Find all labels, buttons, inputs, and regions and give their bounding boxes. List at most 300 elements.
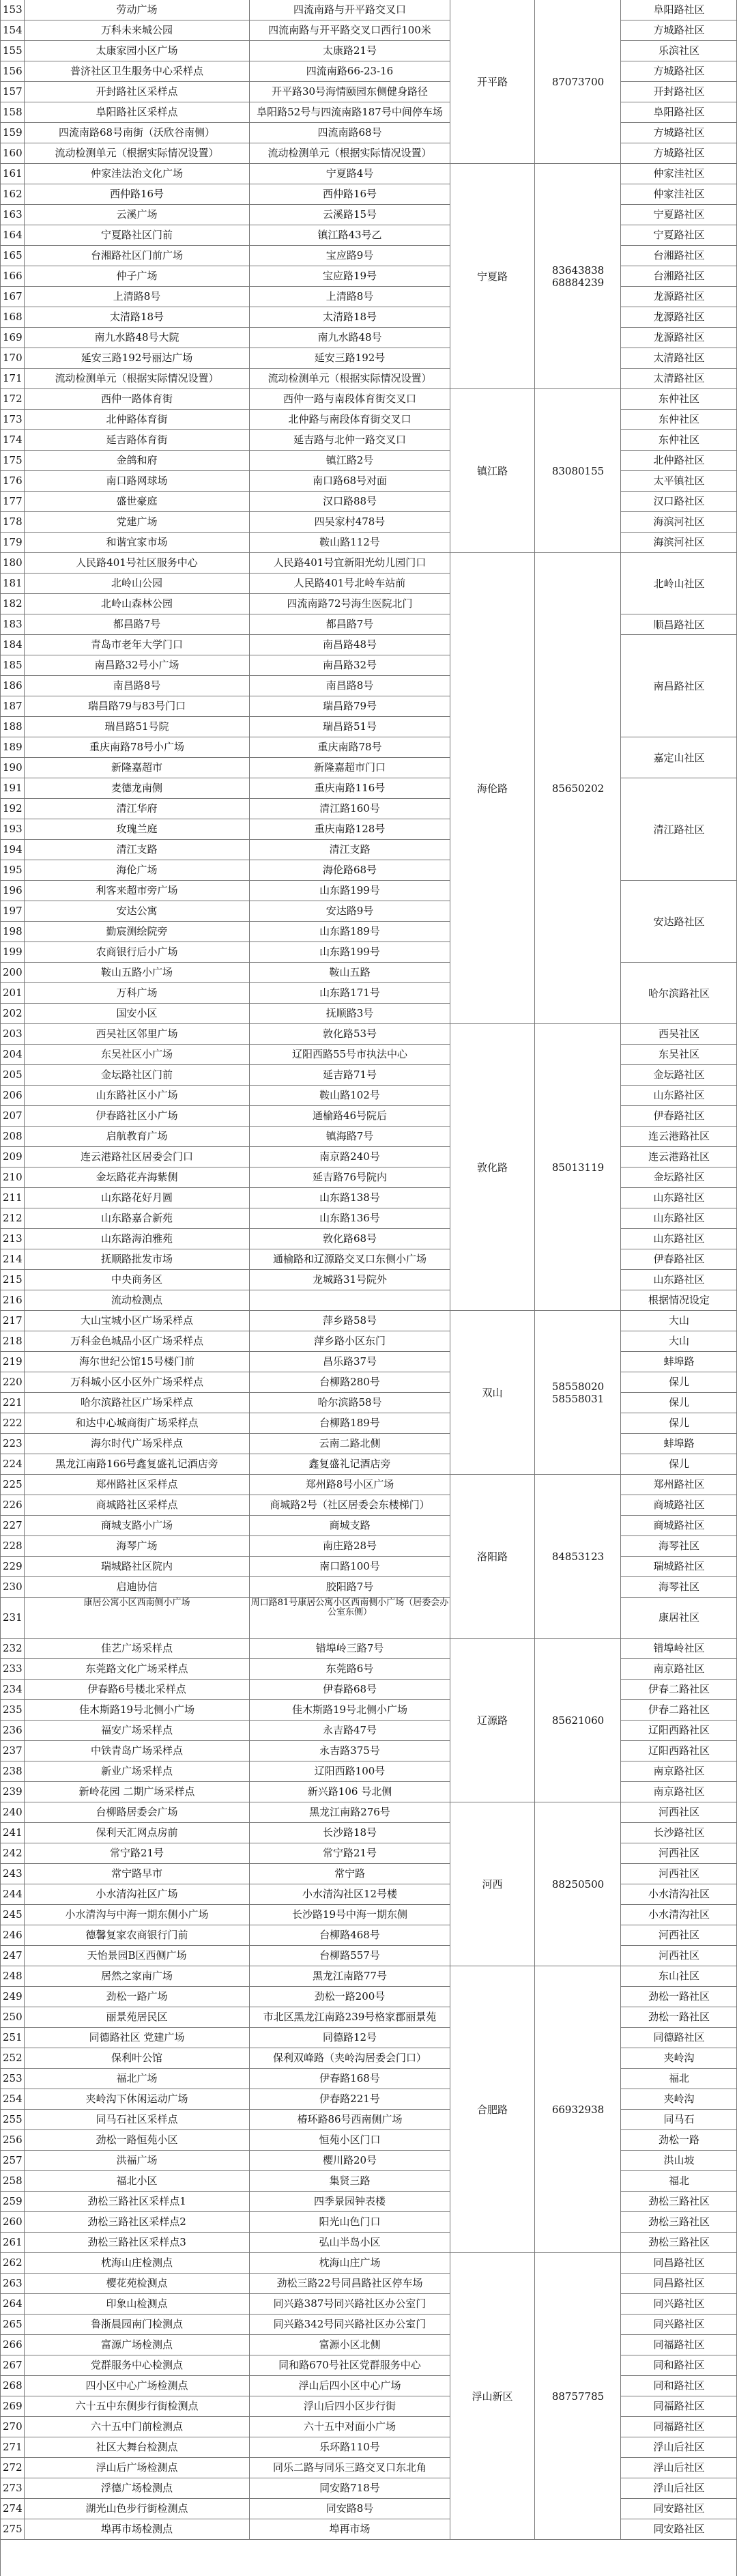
- row-number: 194: [0, 840, 25, 860]
- row-number: 267: [0, 2355, 25, 2375]
- table-row: [0, 1106, 737, 1127]
- row-number: 240: [0, 1802, 25, 1822]
- community-name: 南京路社区: [653, 1785, 705, 1798]
- site-name: 小水清沟社区广场: [25, 1884, 250, 1904]
- row-number: 244: [0, 1884, 25, 1904]
- site-address: 永吉路47号: [250, 1721, 450, 1740]
- site-address: 新隆嘉超市门口: [250, 758, 450, 778]
- table-row: [0, 2417, 737, 2437]
- site-address: 镇江路2号: [250, 451, 450, 470]
- site-address: 台柳路468号: [250, 1925, 450, 1945]
- row-number: 184: [0, 635, 25, 655]
- site-name: 海尔世纪公馆15号楼门前: [25, 1352, 250, 1372]
- community-name: 洪山坡: [663, 2154, 695, 2166]
- community-name: 同福路社区: [653, 2420, 705, 2433]
- table-row: [0, 246, 737, 266]
- row-number: 155: [0, 41, 25, 61]
- site-address: 集贤三路: [250, 2171, 450, 2191]
- site-name: 人民路401号社区服务中心: [25, 553, 250, 573]
- site-address: 山东路199号: [250, 942, 450, 962]
- row-number: 220: [0, 1372, 25, 1392]
- street-group: [450, 553, 621, 1024]
- community-name: 浮山后社区: [653, 2482, 705, 2494]
- row-number: 251: [0, 2028, 25, 2048]
- community-name: 连云港路社区: [648, 1150, 710, 1163]
- site-address: 南庄路28号: [250, 1536, 450, 1556]
- community-name: 浮山后社区: [653, 2461, 705, 2474]
- table-row: [0, 1946, 737, 1966]
- row-number: 257: [0, 2151, 25, 2170]
- table-row: [0, 471, 737, 492]
- community-name: 仲家洼社区: [653, 167, 705, 180]
- site-address: 开平路30号海情颐园东侧健身路径: [250, 82, 450, 102]
- table-row: [0, 2048, 737, 2069]
- row-number: 224: [0, 1454, 25, 1474]
- site-address: 云溪路15号: [250, 205, 450, 225]
- site-address: 延安三路192号: [250, 348, 450, 368]
- contact-phone: 87073700: [551, 75, 605, 88]
- site-address: 重庆南路116号: [250, 778, 450, 798]
- community-name: 山东路社区: [653, 1273, 705, 1286]
- site-address: 山东路136号: [250, 1208, 450, 1228]
- row-number: 226: [0, 1495, 25, 1515]
- site-address: 四流南路与开平路交叉口: [250, 0, 450, 20]
- row-number: 197: [0, 901, 25, 921]
- community-merged-cell: 顺昌路社区: [621, 614, 737, 635]
- street-name: 河西: [450, 1802, 535, 1966]
- site-address: 人民路401号北岭车站前: [250, 574, 450, 593]
- community-name: 同昌路社区: [653, 2256, 705, 2269]
- street-group: [450, 1966, 621, 2253]
- site-address: 鞍山路102号: [250, 1086, 450, 1105]
- community-name: 东吴社区: [658, 1048, 699, 1060]
- community-name: 劲松一路: [658, 2134, 699, 2146]
- row-number: 182: [0, 594, 25, 614]
- site-name: 金坛路花卉海紫侧: [25, 1167, 250, 1187]
- row-number: 189: [0, 737, 25, 757]
- site-name: 万科未来城公园: [25, 20, 250, 40]
- table-row: [0, 1045, 737, 1065]
- site-address: 周口路81号康居公寓小区西南侧小广场（居委会办公室东侧）: [250, 1598, 450, 1638]
- site-name: 海琴广场: [25, 1536, 250, 1556]
- row-number: 176: [0, 471, 25, 491]
- site-name: 山东路花好月圆: [25, 1188, 250, 1208]
- community-name: 汉口路社区: [653, 495, 705, 507]
- row-number: 206: [0, 1086, 25, 1105]
- community-name: 瑞城路社区: [653, 1560, 705, 1572]
- site-address: 市北区黑龙江南路239号格家郡丽景苑: [250, 2007, 450, 2027]
- community-name: 福北: [668, 2072, 689, 2084]
- row-number: 166: [0, 266, 25, 286]
- row-number: 246: [0, 1925, 25, 1945]
- community-name: 方城路社区: [653, 147, 705, 159]
- site-name: 同马石社区采样点: [25, 2110, 250, 2129]
- table-row: [0, 1516, 737, 1536]
- table-row: [0, 2519, 737, 2540]
- site-address: 四吴家村478号: [250, 512, 450, 532]
- site-address: 太康路21号: [250, 41, 450, 61]
- street-group: [450, 2253, 621, 2540]
- table-border: [0, 0, 1, 2576]
- site-address: 台柳路280号: [250, 1372, 450, 1392]
- site-name: 都昌路7号: [25, 614, 250, 634]
- table-row: [0, 328, 737, 348]
- site-name: 启迪协信: [25, 1577, 250, 1597]
- row-number: 156: [0, 61, 25, 81]
- table-row: [0, 61, 737, 82]
- site-name: 西吴社区邻里广场: [25, 1024, 250, 1044]
- site-address: 辽阳西路100号: [250, 1761, 450, 1781]
- site-name: 郑州路社区采样点: [25, 1475, 250, 1495]
- street-name: 敦化路: [450, 1024, 535, 1310]
- site-name: 伊春路社区小广场: [25, 1106, 250, 1126]
- row-number: 212: [0, 1208, 25, 1228]
- site-name: 万科金色城品小区广场采样点: [25, 1331, 250, 1351]
- table-row: [0, 123, 737, 143]
- site-name: 麦德龙南侧: [25, 778, 250, 798]
- site-name: 社区大舞台检测点: [25, 2437, 250, 2457]
- row-number: 181: [0, 574, 25, 593]
- street-name: 辽源路: [450, 1639, 535, 1802]
- site-name: 党群服务中心检测点: [25, 2355, 250, 2375]
- community-name: 太清路社区: [653, 372, 705, 384]
- row-number: 210: [0, 1167, 25, 1187]
- table-row: [0, 1925, 737, 1946]
- site-address: 椿环路86号西南侧广场: [250, 2110, 450, 2129]
- row-number: 225: [0, 1475, 25, 1495]
- row-number: 218: [0, 1331, 25, 1351]
- row-number: 266: [0, 2335, 25, 2355]
- table-row: [0, 1188, 737, 1208]
- community-name: 金坛路社区: [653, 1171, 705, 1183]
- community-name: 商城路社区: [653, 1499, 705, 1511]
- site-address: 四流南路72号海生医院北门: [250, 594, 450, 614]
- site-name: 商城支路小广场: [25, 1516, 250, 1535]
- row-number: 159: [0, 123, 25, 143]
- site-name: 南昌路8号: [25, 676, 250, 696]
- site-address: 都昌路7号: [250, 614, 450, 634]
- site-name: 玫瑰兰庭: [25, 819, 250, 839]
- table-row: [0, 1782, 737, 1802]
- site-name: 德馨复家农商银行门前: [25, 1925, 250, 1945]
- site-address: 宝应路9号: [250, 246, 450, 266]
- street-name: 开平路: [450, 0, 535, 163]
- table-row: [0, 1905, 737, 1925]
- site-address: 瑞昌路51号: [250, 717, 450, 737]
- contact-phone: 58558020 58558031: [551, 1380, 605, 1405]
- site-name: 鞍山五路小广场: [25, 963, 250, 982]
- site-address: 黑龙江南路276号: [250, 1802, 450, 1822]
- site-address: 埠再市场: [250, 2519, 450, 2539]
- site-address: 东莞路6号: [250, 1659, 450, 1679]
- row-number: 203: [0, 1024, 25, 1044]
- site-name: 保利叶公馆: [25, 2048, 250, 2068]
- site-address: 郑州路8号小区广场: [250, 1475, 450, 1495]
- site-address: 永吉路375号: [250, 1741, 450, 1761]
- street-group: [450, 1024, 621, 1311]
- site-address: 抚顺路3号: [250, 1004, 450, 1023]
- site-name: 洪福广场: [25, 2151, 250, 2170]
- site-name: 福北广场: [25, 2069, 250, 2089]
- row-number: 195: [0, 860, 25, 880]
- row-number: 250: [0, 2007, 25, 2027]
- table-row: [0, 1536, 737, 1557]
- site-name: 六十五中门前检测点: [25, 2417, 250, 2437]
- row-number: 177: [0, 492, 25, 511]
- table-row: [0, 2396, 737, 2417]
- table-row: [0, 205, 737, 225]
- site-name: 樱花苑检测点: [25, 2274, 250, 2293]
- site-name: 同德路社区 党建广场: [25, 2028, 250, 2048]
- row-number: 188: [0, 717, 25, 737]
- street-group: [450, 1475, 621, 1639]
- community-name: 乐滨社区: [658, 44, 699, 57]
- site-name: 鲁浙晨园南门检测点: [25, 2315, 250, 2334]
- site-address: 流动检测单元（根据实际情况设置）: [250, 143, 450, 163]
- street-name: 海伦路: [450, 553, 535, 1023]
- row-number: 229: [0, 1557, 25, 1576]
- site-name: 劲松三路社区采样点2: [25, 2212, 250, 2232]
- site-name: 天怡景园B区西侧广场: [25, 1946, 250, 1966]
- site-address: 樱川路20号: [250, 2151, 450, 2170]
- site-name: 常宁路21号: [25, 1843, 250, 1863]
- contact-phone: 85621060: [551, 1714, 605, 1727]
- site-name: 康居公寓小区西南侧小广场: [25, 1598, 250, 1638]
- table-row: [0, 389, 737, 410]
- site-name: 党建广场: [25, 512, 250, 532]
- community-name: 龙源路社区: [653, 311, 705, 323]
- table-row: [0, 1475, 737, 1495]
- table-row: [0, 2007, 737, 2028]
- community-name: 河西社区: [658, 1867, 699, 1880]
- site-name: 富源广场检测点: [25, 2335, 250, 2355]
- site-name: 北仲路体育街: [25, 410, 250, 429]
- site-address: 新兴路106 号北侧: [250, 1782, 450, 1802]
- row-number: 241: [0, 1823, 25, 1843]
- site-address: 海伦路68号: [250, 860, 450, 880]
- community-name: 劲松三路社区: [648, 2195, 710, 2207]
- community-name: 商城路社区: [653, 1519, 705, 1531]
- community-name: 康居社区: [658, 1611, 699, 1624]
- site-address: 萍乡路58号: [250, 1311, 450, 1331]
- row-number: 265: [0, 2315, 25, 2334]
- table-row: [0, 266, 737, 287]
- site-name: 黑龙江南路166号鑫复盛礼记酒店旁: [25, 1454, 250, 1474]
- row-number: 183: [0, 614, 25, 634]
- site-address: 同兴路387号同兴路社区办公室门: [250, 2294, 450, 2314]
- community-merged-cell: 安达路社区: [621, 881, 737, 963]
- table-row: [0, 1086, 737, 1106]
- row-number: 161: [0, 164, 25, 184]
- community-name: 海琴社区: [658, 1540, 699, 1552]
- community-name: 蚌埠路: [663, 1437, 695, 1449]
- contact-phone: 83643838 68884239: [551, 264, 605, 289]
- community-name: 同和路社区: [653, 2359, 705, 2371]
- community-name: 同兴路社区: [653, 2318, 705, 2330]
- community-name: 夹岭沟: [663, 2052, 695, 2064]
- table-row: [0, 1680, 737, 1700]
- site-name: 福安广场采样点: [25, 1721, 250, 1740]
- site-address: 辽阳西路55号市执法中心: [250, 1045, 450, 1064]
- row-number: 202: [0, 1004, 25, 1023]
- site-name: 金坛路社区门前: [25, 1065, 250, 1085]
- site-name: 清江华府: [25, 799, 250, 819]
- row-number: 200: [0, 963, 25, 982]
- table-row: [0, 410, 737, 430]
- table-row: [0, 1864, 737, 1884]
- table-row: [0, 1495, 737, 1516]
- site-name: 开封路社区采样点: [25, 82, 250, 102]
- row-number: 162: [0, 184, 25, 204]
- community-name: 河西社区: [658, 1806, 699, 1818]
- site-address: 伊春路168号: [250, 2069, 450, 2089]
- community-name: 河西社区: [658, 1847, 699, 1859]
- site-address: 佳木斯路19号北侧小广场: [250, 1700, 450, 1720]
- row-number: 163: [0, 205, 25, 225]
- site-address: 台柳路189号: [250, 1413, 450, 1433]
- table-row: [0, 2089, 737, 2110]
- community-merged-cell: 哈尔滨路社区: [621, 963, 737, 1024]
- community-name: 南京路社区: [653, 1662, 705, 1675]
- row-number: 172: [0, 389, 25, 409]
- site-address: 四流南路66-23-16: [250, 61, 450, 81]
- site-address: 延吉路76号院内: [250, 1167, 450, 1187]
- row-number: 260: [0, 2212, 25, 2232]
- community-name: 连云港路社区: [648, 1130, 710, 1142]
- row-number: 193: [0, 819, 25, 839]
- site-address: 浮山后四小区中心广场: [250, 2376, 450, 2396]
- site-address: 通榆路46号院后: [250, 1106, 450, 1126]
- community-name: 方城路社区: [653, 65, 705, 77]
- site-address: 南九水路48号: [250, 328, 450, 348]
- street-name: 合肥路: [450, 1966, 535, 2252]
- site-name: 劲松三路社区采样点3: [25, 2233, 250, 2252]
- table-row: [0, 533, 737, 553]
- table-row: [0, 1434, 737, 1454]
- community-name: 阜阳路社区: [653, 106, 705, 118]
- contact-phone: 85013119: [551, 1161, 605, 1174]
- site-address: 伊春路68号: [250, 1680, 450, 1699]
- site-address: 龙城路31号院外: [250, 1270, 450, 1290]
- community-name: 宁夏路社区: [653, 229, 705, 241]
- row-number: 186: [0, 676, 25, 696]
- table-row: [0, 2274, 737, 2294]
- site-address: 四季景园钟表楼: [250, 2192, 450, 2211]
- table-row: [0, 143, 737, 164]
- site-name: 瑞昌路79与83号门口: [25, 696, 250, 716]
- row-number: 201: [0, 983, 25, 1003]
- site-address: 胶阳路7号: [250, 1577, 450, 1597]
- site-address: 南京路240号: [250, 1147, 450, 1167]
- row-number: 255: [0, 2110, 25, 2129]
- community-name: 同马石: [663, 2113, 695, 2125]
- community-name: 劲松一路社区: [648, 1990, 710, 2002]
- table-row: [0, 369, 737, 389]
- row-number: 223: [0, 1434, 25, 1454]
- row-number: 167: [0, 287, 25, 307]
- community-name: 河西社区: [658, 1929, 699, 1941]
- table-row: [0, 492, 737, 512]
- table-row: [0, 2151, 737, 2171]
- table-row: [0, 1823, 737, 1843]
- table-row: [0, 1311, 737, 1331]
- community-name: 海滨河社区: [653, 536, 705, 548]
- community-name: 龙源路社区: [653, 290, 705, 302]
- community-name: 金坛路社区: [653, 1068, 705, 1081]
- row-number: 275: [0, 2519, 25, 2539]
- community-name: 北仲路社区: [653, 454, 705, 466]
- site-name: 中铁青岛广场采样点: [25, 1741, 250, 1761]
- row-number: 252: [0, 2048, 25, 2068]
- site-address: 鞍山五路: [250, 963, 450, 982]
- street-name: 浮山新区: [450, 2253, 535, 2539]
- site-address: 阳光山色门口: [250, 2212, 450, 2232]
- site-name: 南口路网球场: [25, 471, 250, 491]
- table-row: [0, 451, 737, 471]
- site-name: 太康家园小区广场: [25, 41, 250, 61]
- site-name: 连云港路社区居委会门口: [25, 1147, 250, 1167]
- table-row: [0, 2458, 737, 2478]
- community-name: 大山: [668, 1314, 689, 1327]
- community-name: 开封路社区: [653, 85, 705, 98]
- site-address: 安达路9号: [250, 901, 450, 921]
- community-name: 海滨河社区: [653, 515, 705, 528]
- site-name: 劳动广场: [25, 0, 250, 20]
- site-name: 四小区中心广场检测点: [25, 2376, 250, 2396]
- row-number: 274: [0, 2499, 25, 2519]
- row-number: 215: [0, 1270, 25, 1290]
- site-address: 重庆南路128号: [250, 819, 450, 839]
- row-number: 205: [0, 1065, 25, 1085]
- site-address: 重庆南路78号: [250, 737, 450, 757]
- site-name: 流动检测单元（根据实际情况设置）: [25, 369, 250, 388]
- site-name: 农商银行后小广场: [25, 942, 250, 962]
- site-address: 四流南路68号: [250, 123, 450, 143]
- community-merged-cell: 清江路社区: [621, 778, 737, 881]
- site-address: 北仲路与南段体育街交叉口: [250, 410, 450, 429]
- row-number: 273: [0, 2478, 25, 2498]
- community-name: 台湘路社区: [653, 249, 705, 261]
- community-name: 东山社区: [658, 1970, 699, 1982]
- table-row: [0, 1966, 737, 1987]
- site-address: 富源小区北侧: [250, 2335, 450, 2355]
- table-row: [0, 1352, 737, 1372]
- table-row: [0, 1843, 737, 1864]
- community-name: 台湘路社区: [653, 270, 705, 282]
- contact-phone: 88757785: [551, 2390, 605, 2403]
- row-number: 168: [0, 307, 25, 327]
- table-row: [0, 164, 737, 184]
- row-number: 242: [0, 1843, 25, 1863]
- row-number: 208: [0, 1127, 25, 1146]
- site-name: 流动检测点: [25, 1290, 250, 1310]
- community-merged-cell: 北岭山社区: [621, 553, 737, 614]
- table-row: [0, 2499, 737, 2519]
- row-number: 187: [0, 696, 25, 716]
- table-row: [0, 2171, 737, 2192]
- site-address: 清江路160号: [250, 799, 450, 819]
- table-row: [0, 1372, 737, 1393]
- site-name: 阜阳路社区采样点: [25, 102, 250, 122]
- row-number: 185: [0, 655, 25, 675]
- site-address: 鞍山路112号: [250, 533, 450, 552]
- row-number: 234: [0, 1680, 25, 1699]
- table-row: [0, 2376, 737, 2396]
- table-row: [0, 2233, 737, 2253]
- site-address: 西仲路16号: [250, 184, 450, 204]
- site-address: 乐环路110号: [250, 2437, 450, 2457]
- site-name: 瑞城路社区院内: [25, 1557, 250, 1576]
